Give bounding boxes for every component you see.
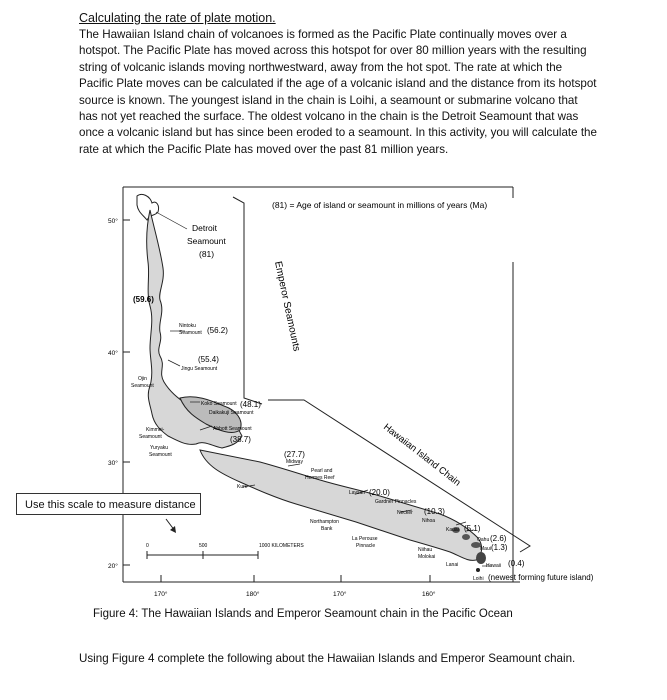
yuryaku-name: Yuryaku	[150, 445, 169, 451]
koko-age: (48.1)	[240, 400, 261, 409]
scale-bar	[147, 551, 258, 559]
gardner-name: Gardner Pinnacles	[375, 499, 417, 505]
laysan-name: Laysan	[349, 490, 366, 496]
kauai-age: (5.1)	[464, 524, 481, 533]
molokai-name: Molokai	[418, 554, 436, 560]
kimmei-name: Kimmei-	[146, 427, 165, 433]
jingu-age: (55.4)	[198, 355, 219, 364]
lanai-name: Lanai	[446, 562, 459, 568]
island-loihi	[476, 568, 480, 572]
maui-age: (1.3)	[491, 543, 508, 552]
ojin-type: Seamount	[131, 383, 154, 389]
figure-caption: Figure 4: The Hawaiian Islands and Emperor Seamount chain in the Pacific Ocean	[93, 608, 513, 620]
suiko-age: (59.6)	[133, 295, 154, 304]
lon-label-170w: 170°	[154, 591, 168, 598]
kure-name: Kure	[237, 484, 248, 490]
detroit-age: (81)	[199, 249, 215, 259]
koko-name: Koko Seamount	[201, 401, 237, 407]
oahu-name: Oahu	[477, 537, 490, 543]
emperor-bracket	[233, 197, 262, 404]
lon-label-180: 180°	[246, 591, 260, 598]
coastline-shape	[137, 194, 159, 220]
laysan-age: (20.0)	[369, 488, 390, 497]
nihoa-name: Nihoa	[422, 518, 436, 524]
midway-name: Midway	[286, 459, 303, 465]
oahu-age: (2.6)	[490, 534, 507, 543]
scale-zero: 0	[146, 543, 149, 549]
island-oahu	[462, 534, 470, 540]
lat-label-30: 30°	[108, 460, 118, 467]
closing-paragraph: Using Figure 4 complete the following about the Hawaiian Islands and Emperor Seamount chain.	[79, 652, 576, 665]
lat-label-50: 50°	[108, 218, 118, 225]
jingu-name: Jingu Seamount	[181, 366, 218, 372]
northampton-type: Bank	[321, 526, 333, 532]
lon-label-170e: 170°	[333, 591, 347, 598]
map-legend: (81) = Age of island or seamount in millions of years (Ma)	[272, 200, 488, 210]
scale-mid: 500	[199, 543, 208, 549]
hawaii-age: (0.4)	[508, 559, 525, 568]
hawaiian-label: Hawaiian Island Chain	[381, 421, 463, 489]
yuryaku-type: Seamount	[149, 452, 172, 458]
detroit-name: Detroit	[192, 223, 218, 233]
page-heading: Calculating the rate of plate motion.	[79, 11, 276, 25]
midway-age: (27.7)	[284, 450, 305, 459]
lat-label-40: 40°	[108, 350, 118, 357]
ojin-name: Ojin	[138, 376, 147, 382]
nintoku-name: Nintoku	[179, 323, 196, 329]
scale-note: Use this scale to measure distance	[16, 493, 201, 515]
scale-end: 1000 KILOMETERS	[259, 543, 304, 549]
pearl-name2: Hermes Reef	[305, 475, 335, 481]
loihi-name: Loihi	[473, 576, 484, 582]
laperouse-type: Pinnacle	[356, 543, 376, 549]
hawaii-name: Hawaii	[486, 563, 502, 569]
kimmei-type: Seamount	[139, 434, 162, 440]
pearl-name: Pearl and	[311, 468, 333, 474]
laperouse-name: La Perouse	[352, 536, 378, 542]
maui-name: Maui	[480, 546, 491, 552]
northampton-name: Northampton	[310, 519, 339, 525]
loihi-note: (newest forming future island)	[488, 573, 594, 582]
detroit-type: Seamount	[187, 236, 226, 246]
lat-label-20: 20°	[108, 563, 118, 570]
niihau-name: Niihau	[418, 547, 433, 553]
lon-label-160: 160°	[422, 591, 436, 598]
intro-paragraph: The Hawaiian Island chain of volcanoes is formed as the Pacific Plate continually moves over a hotspot. The Pacific Plate has moved across this hotspot for over 80 million years with the resulting string of volcanic islands moving northwestward, away from the hot spot. The rate at which the Pacific Plate moves can be calculated if the age of a volcanic island and the distance from its hotspot source is known. The youngest island in the chain is Loihi, a seamount or submarine volcano that has not yet reached the surface. The oldest volcano in the chain is the Detroit Seamount that was once a volcanic island but has since been eroded to a seamount. In this activity, you will calculate the rate at which the Pacific Plate has moved over the past 81 million years.	[79, 28, 597, 156]
abbott-age: (38.7)	[230, 435, 251, 444]
necker-name: Necker	[397, 510, 413, 516]
scale-arrowhead	[170, 526, 176, 533]
abbott-name: Abbott Seamount	[213, 426, 252, 432]
nintoku-age: (56.2)	[207, 326, 228, 335]
necker-age: (10.3)	[424, 507, 445, 516]
emperor-label: Emperor Seamounts	[272, 260, 302, 353]
kauai-name: Kauai	[446, 527, 459, 533]
island-hawaii	[476, 552, 486, 564]
daikakuji-name: Daikakuji Seamount	[209, 410, 254, 416]
nintoku-type: Seamount	[179, 330, 202, 336]
